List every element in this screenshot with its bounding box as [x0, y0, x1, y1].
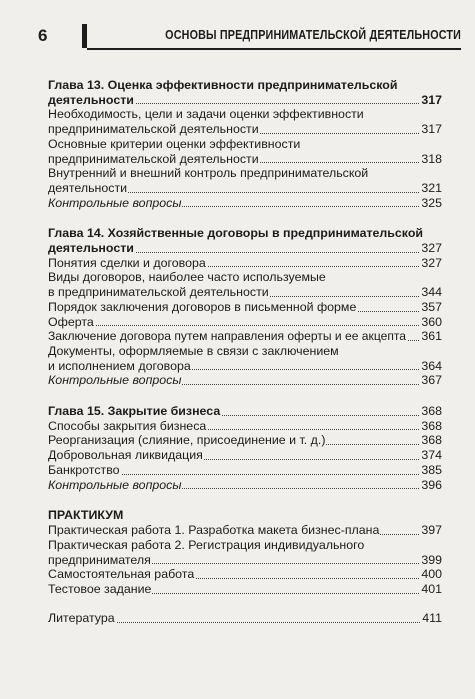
toc-entry-review-questions: [48, 196, 442, 211]
page-number: 6: [38, 26, 48, 45]
toc-entry-line: Внутренний и внешний контроль предпринимательской: [48, 166, 369, 181]
chapter-13-page: 317: [421, 92, 442, 107]
toc-entry-label: предпринимательской деятельности: [48, 122, 259, 137]
chapter-14-page: 327: [421, 241, 442, 256]
toc-entry-page: 374: [421, 448, 442, 463]
toc-entry-label: Понятия сделки и договора: [48, 255, 206, 270]
toc-entry-label: Порядок заключения договоров в письменной форме: [48, 299, 357, 314]
table-of-contents: [48, 78, 442, 626]
toc-entry-page: 397: [421, 523, 442, 538]
toc-entry-page: 360: [421, 314, 442, 329]
toc-entry-page: 399: [421, 552, 442, 567]
toc-entry-page: 321: [421, 180, 442, 195]
toc-entry-label: Заключение договора путем направления оферты и ее акцепта: [48, 329, 407, 344]
chapter-13-title-row: [48, 93, 442, 108]
chapter-14-title-line2: деятельности: [48, 241, 134, 256]
toc-entry-page: 401: [421, 582, 442, 597]
literature-label: Литература: [48, 610, 115, 625]
toc-entry-label: и исполнением договора: [48, 358, 191, 373]
toc-entry-page: 367: [421, 373, 442, 388]
toc-entry-page: 318: [421, 151, 442, 166]
toc-entry-label: Реорганизация (слияние, присоединение и т. д.): [48, 433, 326, 448]
toc-entry: [48, 523, 442, 538]
toc-entry-page: 317: [421, 122, 442, 137]
toc-entry-page: 368: [421, 433, 442, 448]
toc-entry-label: Самостоятельная работа: [48, 567, 195, 582]
toc-entry-page: 364: [421, 358, 442, 373]
toc-entry-page: 361: [421, 329, 442, 344]
running-header: [38, 22, 461, 50]
toc-entry-label: Тестовое задание: [48, 582, 152, 597]
toc-entry-page: 327: [421, 255, 442, 270]
toc-entry: [48, 582, 442, 597]
toc-entry-page: 396: [421, 477, 442, 492]
toc-entry-page: 385: [421, 462, 442, 477]
toc-entry: [48, 567, 442, 582]
toc-entry-label: Контрольные вопросы: [48, 477, 182, 492]
toc-entry: [48, 152, 442, 167]
toc-entry-label: Банкротство: [48, 462, 120, 477]
toc-entry-page: 344: [421, 285, 442, 300]
toc-entry-page: 357: [421, 299, 442, 314]
chapter-13-title-line1: Глава 13. Оценка эффективности предпринимательской: [48, 78, 398, 92]
toc-entry-label: Контрольные вопросы: [48, 373, 182, 388]
literature-page: 411: [422, 610, 442, 625]
toc-entry: [48, 122, 442, 137]
practicum-section: [48, 508, 442, 597]
chapter-14-section: [48, 226, 442, 388]
toc-entry-label: в предпринимательской деятельности: [48, 285, 269, 300]
toc-entry-label: предпринимателя: [48, 552, 151, 567]
header-rule-block: [82, 24, 87, 48]
chapter-14-title-line1: Глава 14. Хозяйственные договоры в предпринимательской: [48, 226, 424, 241]
toc-entry-line: Основные критерии оценки эффективности: [48, 136, 301, 151]
toc-entry: [48, 300, 442, 315]
chapter-15-section: [48, 404, 442, 492]
toc-entry-line: Виды договоров, наиболее часто используемые: [48, 270, 326, 285]
toc-entry-label: Оферта: [48, 314, 94, 329]
toc-entry-page: 400: [421, 567, 442, 582]
chapter-15-title-row: [48, 404, 442, 419]
toc-entry-review-questions: [48, 478, 442, 493]
toc-entry: [48, 359, 442, 374]
toc-entry-label: Практическая работа 1. Разработка макета бизнес-плана: [48, 523, 380, 538]
toc-entry-line: Документы, оформляемые в связи с заключением: [48, 343, 339, 358]
toc-entry-page: 368: [421, 418, 442, 433]
toc-entry-line: Практическая работа 2. Регистрация индивидуального: [48, 537, 365, 552]
chapter-15-title: Глава 15. Закрытие бизнеса: [48, 404, 221, 419]
toc-entry: [48, 433, 442, 448]
toc-entry-review-questions: [48, 373, 442, 388]
toc-entry-label: Добровольная ликвидация: [48, 448, 203, 463]
running-title: ОСНОВЫ ПРЕДПРИНИМАТЕЛЬСКОЙ ДЕЯТЕЛЬНОСТИ: [165, 28, 461, 42]
literature-entry: [48, 611, 442, 626]
toc-entry: [48, 181, 442, 196]
toc-entry: [48, 256, 442, 271]
header-rule-line: [87, 48, 461, 50]
toc-entry-label: Способы закрытия бизнеса: [48, 418, 207, 433]
toc-entry: [48, 315, 442, 330]
chapter-13-section: [48, 78, 442, 210]
toc-entry: [48, 285, 442, 300]
toc-entry: [48, 329, 442, 344]
toc-entry-label: деятельности: [48, 180, 128, 195]
chapter-14-title-row: [48, 241, 442, 256]
toc-entry-page: 325: [421, 195, 442, 210]
practicum-title: ПРАКТИКУМ: [48, 508, 124, 523]
toc-entry-line: Необходимость, цели и задачи оценки эффективности: [48, 107, 364, 122]
toc-entry-label: предпринимательской деятельности: [48, 151, 259, 166]
toc-entry: [48, 448, 442, 463]
chapter-15-page: 368: [421, 404, 442, 419]
toc-entry-label: Контрольные вопросы: [48, 195, 182, 210]
toc-entry: [48, 553, 442, 568]
toc-entry: [48, 463, 442, 478]
chapter-13-title-line2: деятельности: [48, 92, 134, 107]
toc-entry: [48, 419, 442, 434]
